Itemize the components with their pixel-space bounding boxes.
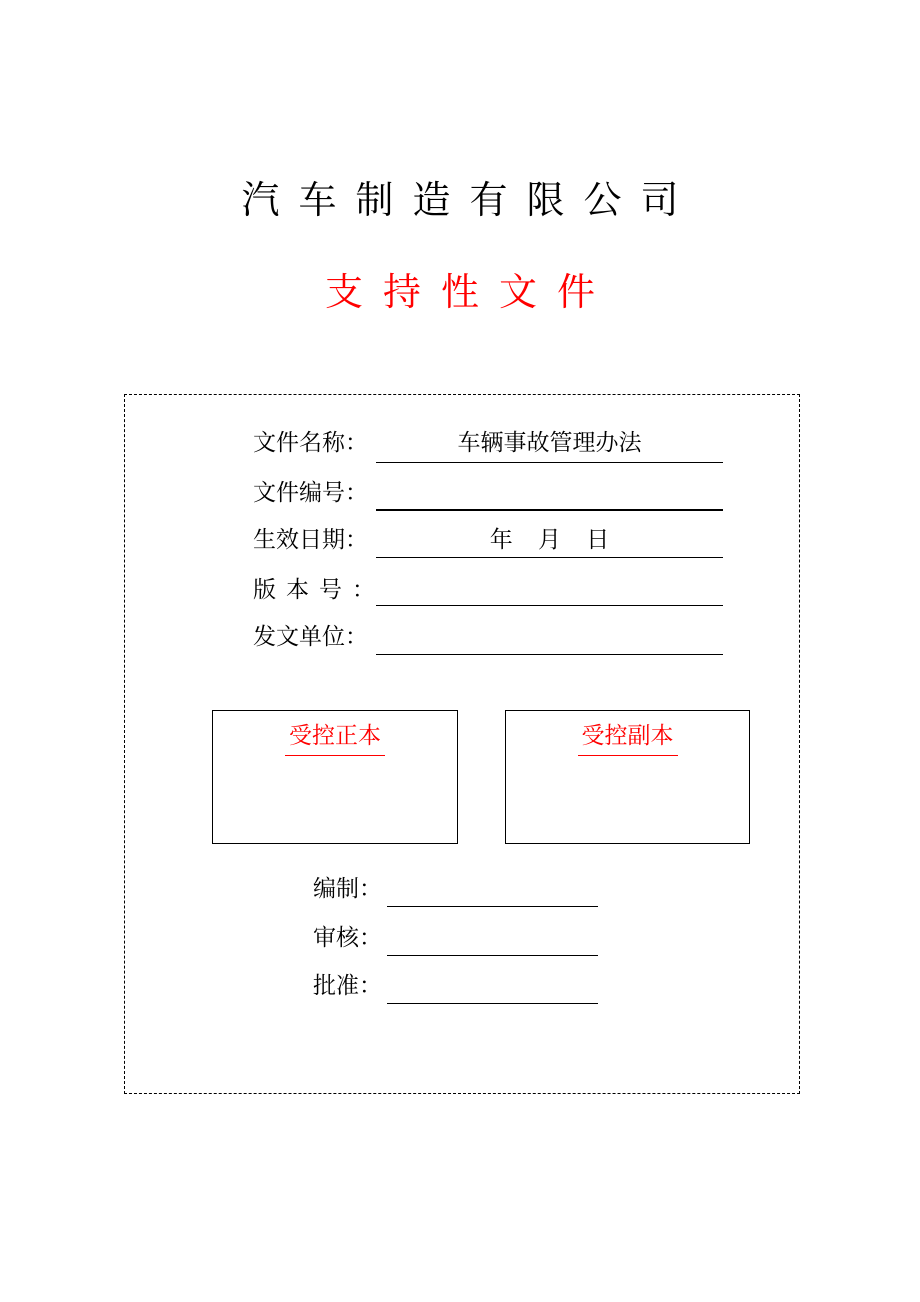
controlled-copy-underline: [578, 755, 678, 756]
version-label: 版本号：: [253, 577, 385, 603]
file-number-label: 文件编号：: [253, 480, 368, 506]
prepared-by-label: 编制：: [313, 876, 382, 902]
company-title: 汽车制造有限公司: [241, 178, 698, 222]
controlled-original-box: [212, 710, 458, 844]
issuer-line: [376, 654, 723, 655]
file-name-label: 文件名称：: [253, 430, 368, 456]
file-number-line: [376, 509, 723, 511]
file-name-line: [376, 462, 723, 463]
document-type-title: 支持性文件: [324, 270, 615, 314]
prepared-by-line: [387, 906, 598, 907]
controlled-copy-label: 受控副本: [581, 723, 674, 749]
reviewed-by-line: [387, 955, 598, 956]
approved-by-line: [387, 1003, 598, 1004]
controlled-original-label: 受控正本: [289, 723, 381, 749]
effective-date-label: 生效日期：: [253, 527, 368, 553]
controlled-copy-box: [505, 710, 750, 844]
approved-by-label: 批准：: [313, 973, 382, 999]
issuer-label: 发文单位：: [253, 624, 368, 650]
version-line: [376, 605, 723, 606]
reviewed-by-label: 审核：: [313, 925, 382, 951]
file-name-value: 车辆事故管理办法: [457, 430, 642, 456]
effective-date-line: [376, 557, 723, 558]
effective-date-value: 年 月 日: [489, 527, 610, 553]
controlled-original-underline: [285, 755, 385, 756]
